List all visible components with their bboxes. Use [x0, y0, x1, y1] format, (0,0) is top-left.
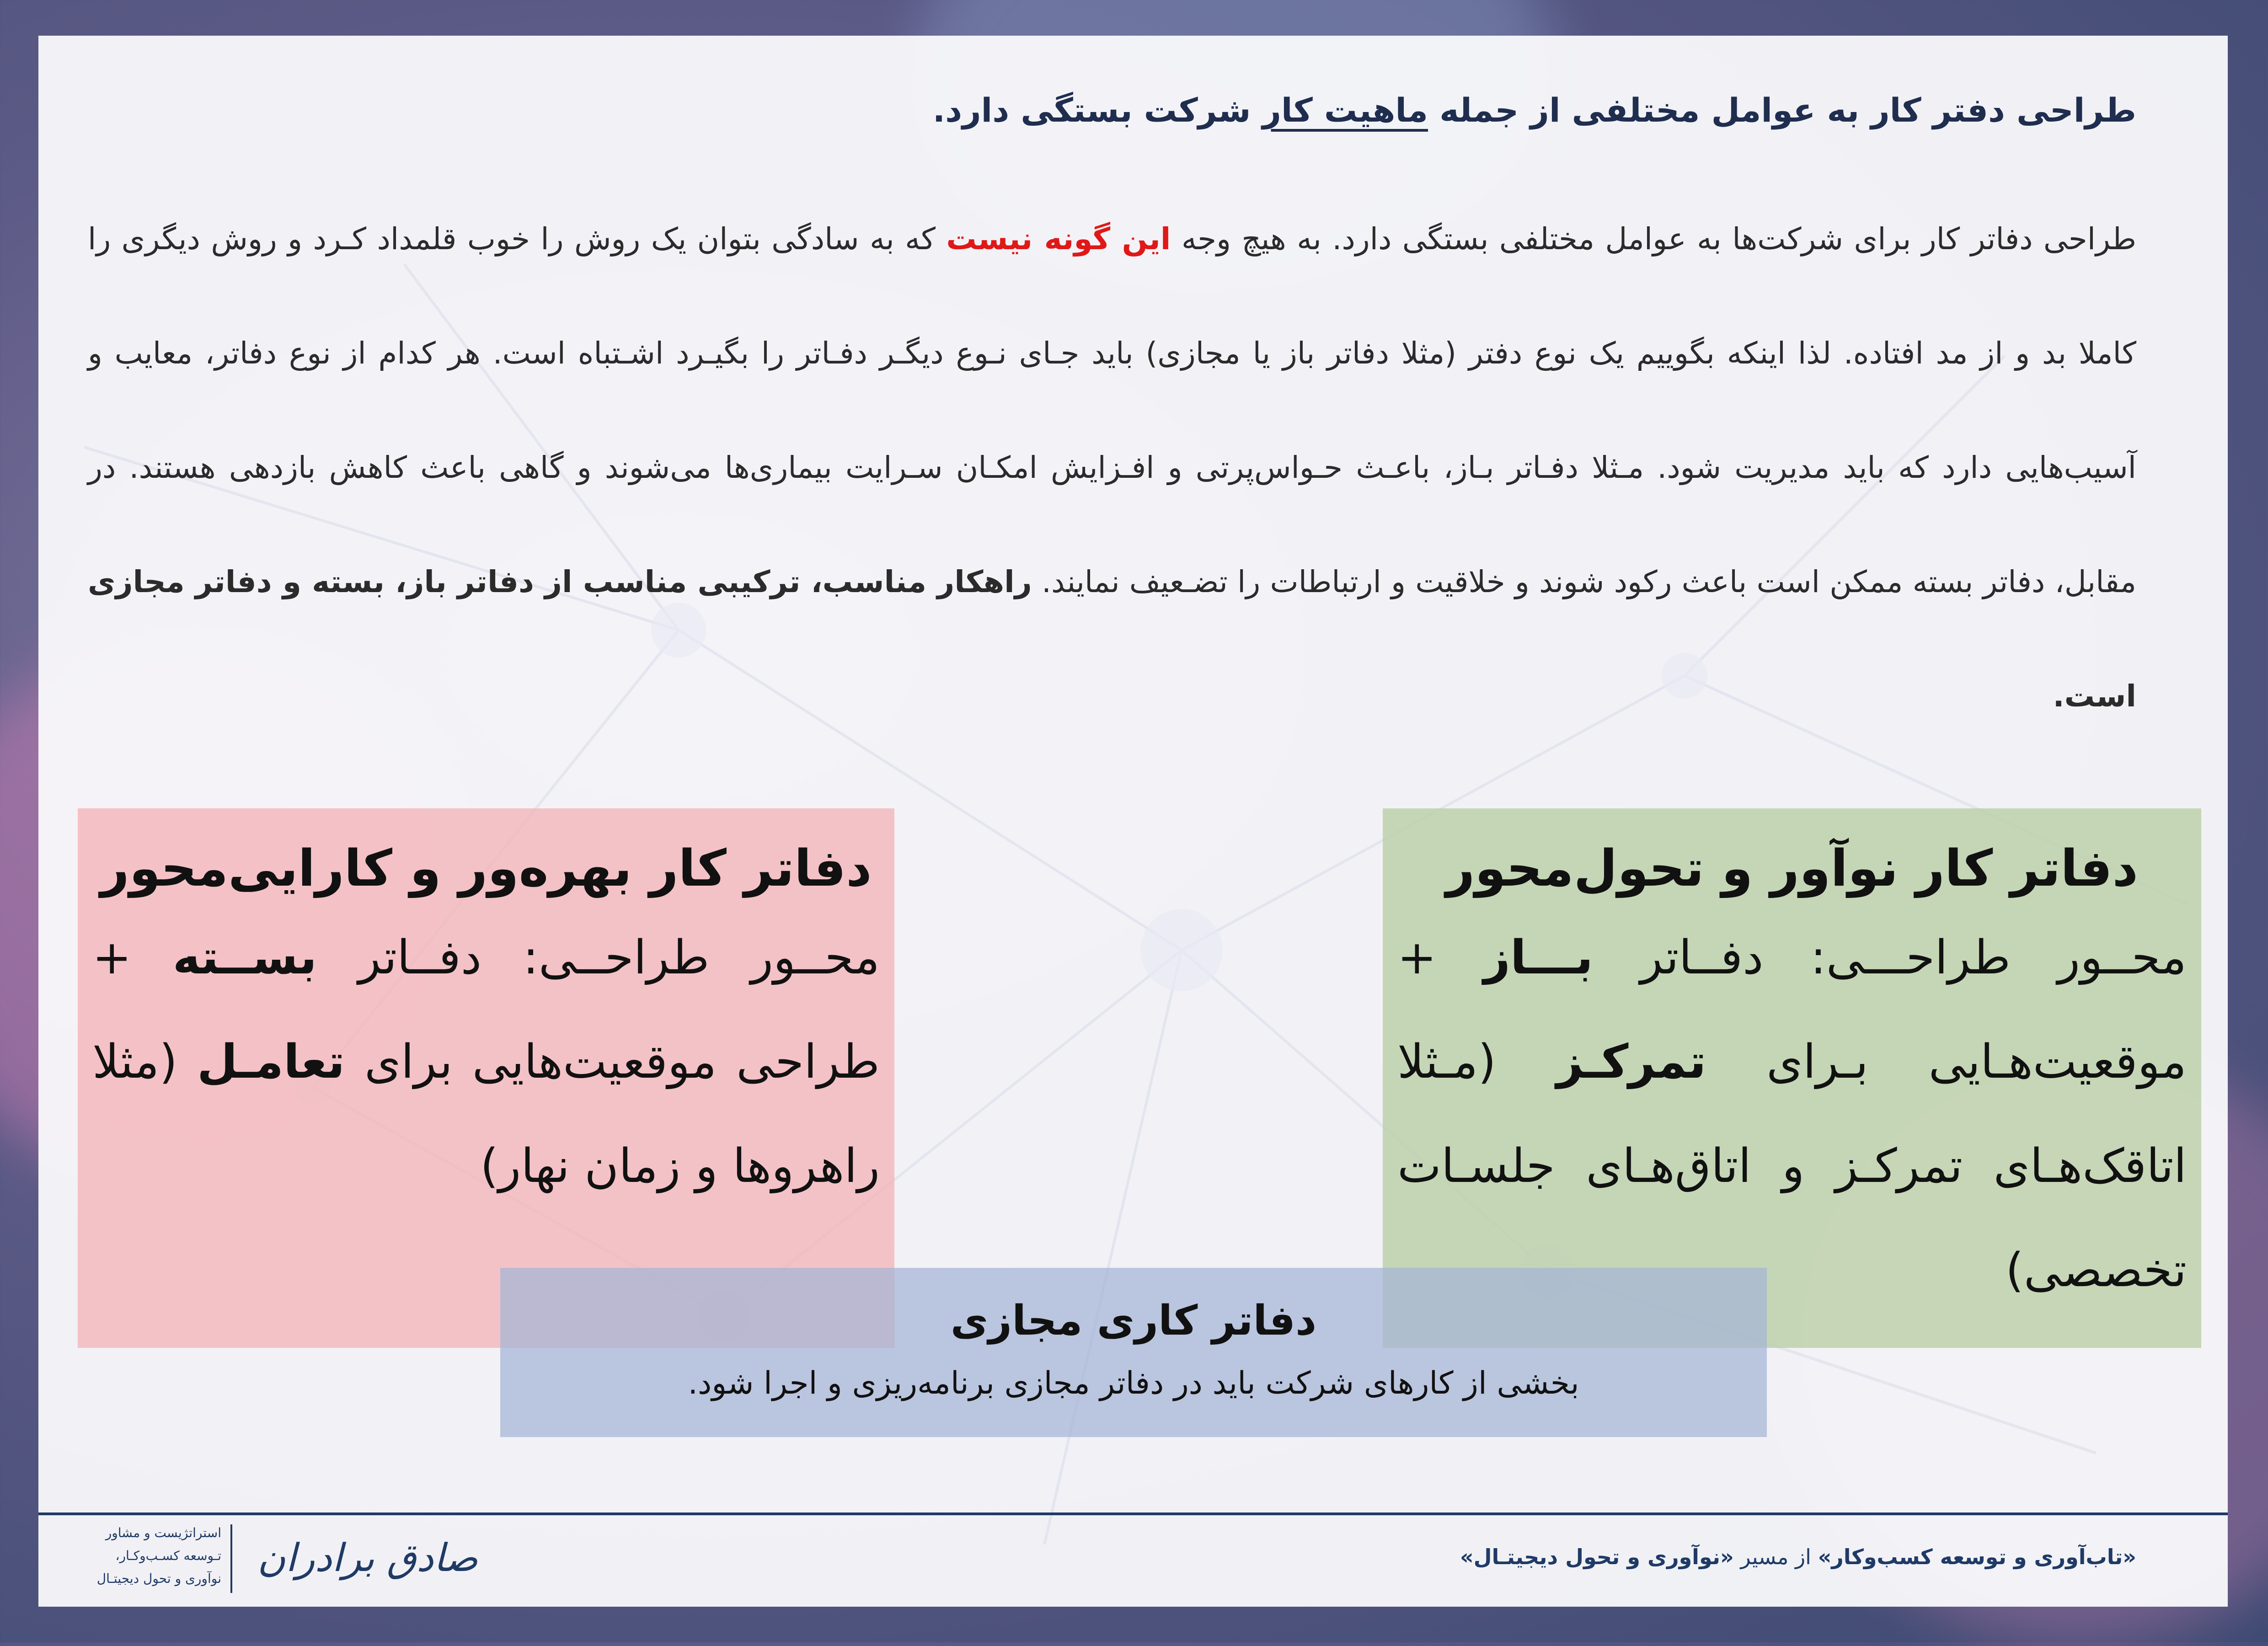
innovative-office-box: [1383, 808, 2201, 1348]
logo-separator: [230, 1524, 232, 1593]
intro-paragraph: [88, 182, 2136, 754]
footer-middle: از مسیر: [1733, 1544, 1818, 1569]
productive-bold-a: بســته: [172, 930, 317, 985]
innovative-bold-a: بـــاز: [1483, 930, 1594, 985]
title-text-before: طراحی دفتر کار به عوامل مختلفی از جمله: [1428, 91, 2136, 129]
productive-office-body: [92, 906, 880, 1218]
innovative-office-body: [1397, 906, 2187, 1323]
logo-subtitle: [48, 1522, 221, 1590]
footer-divider: [38, 1512, 2228, 1515]
productive-office-title: دفاتر کار بهره‌ور و کارایی‌محور: [100, 839, 872, 898]
productive-office-box: [78, 808, 894, 1348]
innovative-bold-b: تمرکـز: [1556, 1035, 1706, 1089]
virtual-office-box: [500, 1268, 1767, 1437]
page-title: [124, 91, 2136, 130]
logo-signature: صادق برادران: [257, 1535, 478, 1580]
paragraph-part-2: که به سادگی بتوان یک روش را خوب قلمداد کـرد و روش دیگری را کاملا بد و از مد افتاده. لذا اینکه بگوییم یک نوع دفتر (مثلا دفاتر باز یا مجازی) باید جـای نـوع دیگـر دفـاتر را بگیـرد اشـتباه است. هر کدام از نوع دفاتر، معایب و آسیب‌هایی دارد که باید مدیریت شود. مـثلا دفـاتر بـاز، باعـث حـواس‌پرتی و افـزایش امکـان سـرایت بیماری‌ها می‌شوند و گاهی باعث کاهش بازدهی هستند. در مقابل، دفاتر بسته ممکن است باعث رکود شوند و خلاقیت و ارتباطات را تضـعیف نمایند.: [88, 221, 2136, 599]
productive-bold-b: تعامـل: [197, 1035, 345, 1089]
paragraph-conclusion: راهکار مناسب، ترکیبی مناسب از دفاتر باز، بسته و دفاتر مجازی است.: [88, 564, 2136, 714]
title-underlined-text: ماهیت کار: [1262, 91, 1428, 129]
slide: [38, 36, 2228, 1607]
footer-bold-a: «تاب‌آوری و توسعه کسب‌وکار»: [1818, 1544, 2136, 1569]
logo-subtitle-line-2: تـوسعه کسـب‌وکـار،: [115, 1548, 221, 1563]
virtual-office-body: بخشی از کارهای شرکت باید در دفاتر مجازی برنامه‌ریزی و اجرا شود.: [688, 1365, 1579, 1401]
paragraph-emphasis: این گونه نیست: [946, 221, 1171, 257]
title-text-after: شرکت بستگی دارد.: [932, 91, 1262, 129]
productive-body-b: + طراحی موقعیت‌هایی برای: [92, 930, 880, 1089]
innovative-body-a: محــور طراحـــی: دفــاتر: [1593, 930, 2187, 985]
logo-subtitle-line-1: استراتژیست و مشاور: [105, 1525, 221, 1540]
productive-body-c: (مثلا راهروها و زمان نهار): [92, 1035, 880, 1193]
footer-bold-b: «نوآوری و تحول دیجیتـال»: [1460, 1544, 1734, 1569]
virtual-office-title: دفاتر کاری مجازی: [950, 1297, 1317, 1345]
footer-caption: [1460, 1544, 2136, 1569]
productive-body-a: محــور طراحــی: دفــاتر: [317, 930, 880, 985]
innovative-body-b: + موقعیت‌هـایی بـرای: [1397, 930, 2187, 1089]
innovative-body-c: (مـثلا اتاقک‌هـای تمرکـز و اتاق‌هـای جلسـات تخصصی): [1397, 1035, 2187, 1298]
logo-subtitle-line-3: نوآوری و تحول دیجیتـال: [96, 1571, 221, 1586]
paragraph-part-1: طراحی دفاتر کار برای شرکت‌ها به عوامل مختلفی بستگی دارد. به هیچ وجه: [1171, 221, 2136, 257]
innovative-office-title: دفاتر کار نوآور و تحول‌محور: [1445, 839, 2138, 898]
